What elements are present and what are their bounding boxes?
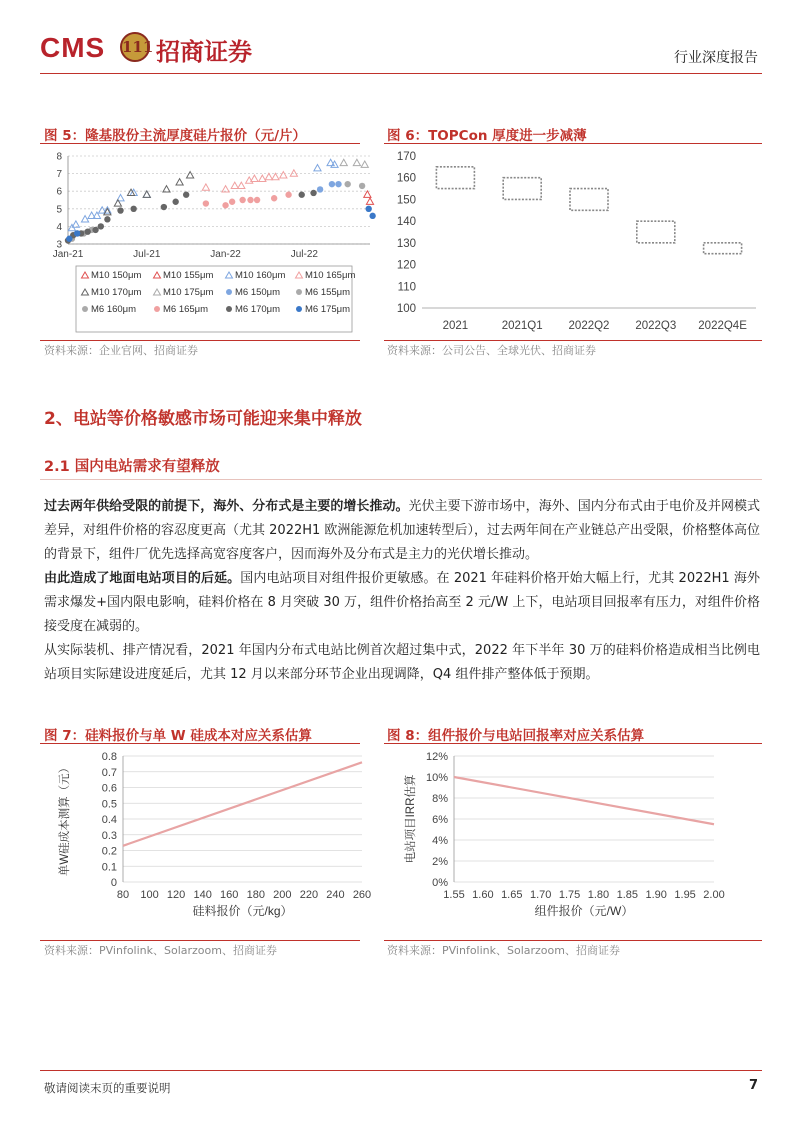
fig8-ytick-label: 4%: [432, 835, 448, 847]
paragraph-1-lead: 过去两年供给受限的前提下，海外、分布式是主要的增长推动。: [44, 499, 409, 514]
fig7-ytick-label: 0.7: [101, 766, 117, 779]
fig7-ytick-label: 0.2: [101, 845, 117, 858]
fig5-ytick-label: 3: [56, 239, 62, 251]
fig8-xlabel: 组件报价（元/W）: [534, 904, 634, 918]
fig5-point-circle: [172, 199, 178, 205]
fig5-point-circle: [299, 192, 305, 198]
fig5-ytick-label: 7: [56, 169, 62, 181]
fig5-point-circle: [74, 230, 80, 236]
paragraph-3-body: 从实际装机、排产情况看，2021 年国内分布式电站比例首次超过集中式，2022 年下半年 30 万的硅料价格造成相当比例电站项目实际建设进度延后，尤其 12 月以来部分环节企业出现调降，Q4 组件排产整体低于预期。: [44, 643, 760, 682]
fig5-legend-marker: [82, 306, 88, 312]
fig5-legend-label: M6 160μm: [91, 304, 137, 315]
fig5-title-line: [40, 143, 360, 144]
fig8-xtick-label: 2.00: [703, 889, 725, 901]
fig5-ytick-label: 5: [56, 204, 62, 216]
fig7-xtick-label: 140: [193, 889, 212, 901]
fig7-xtick-label: 160: [220, 889, 239, 901]
fig7-xtick-label: 80: [116, 889, 130, 901]
header-divider: [40, 73, 762, 74]
fig8-xtick-label: 1.90: [645, 889, 667, 901]
fig5-ytick-label: 4: [56, 221, 62, 233]
paragraph-2-body: 国内电站项目对组件报价更敏感。在 2021 年硅料价格开始大幅上行，尤其 2022H1 海外需求爆发+国内限电影响，硅料价格在 8 月突破 30 万，组件价格抬高至 2 元/W 上下，电站项目回报率有压力，对组件价格接受度在减弱的。: [44, 571, 760, 634]
fig5-point-circle: [239, 197, 245, 203]
fig5-chart: [40, 146, 365, 338]
fig5-xtick-label: Jan-21: [52, 249, 84, 260]
fig7-xtick-label: 220: [299, 889, 319, 901]
fig5-point-triangle: [353, 159, 360, 165]
fig7-ytick-label: 0.4: [101, 814, 117, 826]
fig6-range-box: [503, 178, 541, 200]
fig8-ytick-label: 6%: [432, 814, 448, 826]
fig8-ylabel: 电站项目IRR估算: [405, 774, 417, 864]
fig7-ytick-label: 0.6: [101, 782, 117, 795]
fig6-xtick-label: 2022Q3: [635, 320, 677, 332]
logo-en: CMS: [40, 32, 106, 63]
fig5-source-line: [40, 340, 360, 341]
fig7-title-line: [40, 743, 360, 744]
fig5-point-triangle: [265, 173, 272, 179]
fig5-point-circle: [92, 227, 98, 233]
fig5-point-circle: [130, 206, 136, 212]
fig5-point-circle: [247, 197, 253, 203]
report-type: 行业深度报告: [674, 50, 758, 66]
fig6-ytick-label: 100: [396, 303, 416, 315]
fig6-xtick-label: 2021: [442, 320, 469, 332]
fig7-ylabel: 单W硅成本测算（元）: [59, 761, 71, 877]
fig7-xtick-label: 120: [166, 889, 186, 901]
fig5-legend-marker: [296, 289, 302, 295]
fig6-ytick-label: 110: [397, 281, 416, 294]
fig5-legend-label: M6 170μm: [235, 304, 281, 315]
paragraph-3: [44, 639, 760, 687]
fig5-legend-label: M10 150μm: [91, 270, 142, 281]
fig5-point-circle: [117, 207, 123, 213]
fig5-point-circle: [229, 199, 235, 205]
fig5-point-circle: [98, 223, 104, 229]
fig5-point-triangle: [272, 173, 279, 179]
fig5-point-circle: [344, 181, 350, 187]
fig6-title-line: [384, 143, 762, 144]
fig5-point-triangle: [364, 191, 371, 197]
fig5-legend-label: M10 175μm: [163, 287, 214, 298]
logo-cn: 招商证券: [156, 37, 252, 66]
fig8-ytick-label: 2%: [432, 856, 448, 868]
fig5-xtick-label: Jan-22: [210, 249, 241, 260]
fig6-ytick-label: 130: [396, 237, 416, 250]
fig8-ytick-label: 12%: [425, 751, 448, 763]
fig5-point-circle: [365, 206, 371, 212]
fig8-xtick-label: 1.60: [472, 889, 494, 901]
fig5-point-circle: [285, 192, 291, 198]
paragraph-2-lead: 由此造成了地面电站项目的后延。: [44, 571, 241, 586]
fig5-point-circle: [66, 236, 72, 242]
fig5-point-circle: [335, 181, 341, 187]
fig8-title: 图 8：组件报价与电站回报率对应关系估算: [387, 728, 645, 744]
fig5-point-triangle: [290, 170, 297, 176]
fig5-point-circle: [254, 197, 260, 203]
fig7-xtick-label: 180: [246, 889, 265, 901]
fig8-series-line: [454, 777, 714, 824]
fig5-legend-label: M6 155μm: [305, 287, 351, 298]
fig6-ytick-label: 120: [396, 259, 416, 272]
fig5-legend-label: M10 155μm: [163, 270, 214, 281]
fig5-legend-label: M10 160μm: [235, 270, 286, 281]
fig5-point-circle: [84, 228, 90, 234]
fig5-point-triangle: [143, 191, 150, 197]
fig8-chart: [384, 746, 762, 938]
fig5-legend-label: M6 150μm: [235, 287, 281, 298]
fig5-point-circle: [183, 192, 189, 198]
fig5-point-circle: [203, 200, 209, 206]
company-logo: [40, 30, 280, 68]
fig6-ytick-label: 160: [396, 172, 416, 185]
fig6-chart: [384, 146, 762, 338]
logo-seal-icon: 111: [120, 32, 150, 62]
fig6-range-box: [436, 167, 474, 189]
fig6-xtick-label: 2022Q4E: [698, 320, 747, 332]
fig7-title: 图 7：硅料报价与单 W 硅成本对应关系估算: [44, 728, 312, 744]
fig8-source-line: [384, 940, 762, 941]
fig5-ytick-label: 8: [56, 151, 62, 163]
fig5-legend-marker: [226, 289, 232, 295]
fig7-series-line: [123, 762, 362, 845]
fig5-point-triangle: [259, 175, 266, 181]
fig5-point-circle: [271, 195, 277, 201]
fig5-legend-marker: [154, 306, 160, 312]
fig5-legend-label: M6 165μm: [163, 304, 209, 315]
fig5-point-triangle: [187, 172, 194, 178]
fig5-title: 图 5：隆基股份主流厚度硅片报价（元/片）: [44, 128, 307, 144]
fig5-point-circle: [329, 181, 335, 187]
fig5-xtick-label: Jul-21: [133, 249, 161, 260]
fig7-source-line: [40, 940, 360, 941]
fig8-title-line: [384, 743, 762, 744]
fig5-legend-marker: [296, 306, 302, 312]
fig5-point-triangle: [163, 186, 170, 192]
fig6-ytick-label: 150: [396, 194, 416, 207]
fig5-point-triangle: [340, 159, 347, 165]
fig7-xtick-label: 200: [273, 889, 292, 901]
footer-divider: [40, 1070, 762, 1071]
fig5-point-triangle: [251, 175, 258, 181]
paragraph-2: [44, 567, 760, 639]
fig5-point-circle: [310, 190, 316, 196]
fig7-source: 资料来源：PVinfolink、Solarzoom、招商证券: [44, 944, 277, 957]
fig5-point-triangle: [176, 179, 183, 185]
fig5-point-triangle: [327, 159, 334, 165]
fig6-xtick-label: 2021Q1: [501, 320, 543, 332]
fig5-legend-label: M10 170μm: [91, 287, 142, 298]
fig5-legend-label: M6 175μm: [305, 304, 351, 315]
fig7-ytick-label: 0.3: [101, 829, 117, 842]
fig5-point-triangle: [314, 165, 321, 171]
fig7-ytick-label: 0.8: [101, 751, 117, 763]
fig8-xtick-label: 1.55: [443, 889, 465, 901]
paragraph-1-body: 光伏主要下游市场中，海外、国内分布式由于电价及并网模式差异，对组件价格的容忍度更高（尤其 2022H1 欧洲能源危机加速转型后），过去两年间在产业链总产出受限，价格整体高位的背景下，组件厂优先选择高宽容度客户，因而海外及分布式是主力的光伏增长推动。: [44, 499, 760, 562]
fig5-point-circle: [104, 216, 110, 222]
fig6-range-box: [637, 221, 675, 243]
paragraph-1: [44, 495, 760, 567]
fig5-point-circle: [317, 186, 323, 192]
fig6-title: 图 6：TOPCon 厚度进一步减薄: [387, 128, 587, 144]
fig5-ytick-label: 6: [56, 186, 62, 198]
fig6-range-box: [704, 243, 742, 254]
fig8-xtick-label: 1.80: [587, 889, 610, 901]
section-2-1-divider: [40, 479, 762, 480]
fig6-source-line: [384, 340, 762, 341]
page-number: 7: [748, 1078, 758, 1093]
fig7-xlabel: 硅料报价（元/kg）: [192, 904, 293, 918]
fig8-xtick-label: 1.70: [529, 889, 552, 901]
fig8-source: 资料来源：PVinfolink、Solarzoom、招商证券: [387, 944, 620, 957]
fig8-xtick-label: 1.65: [501, 889, 523, 901]
fig7-ytick-label: 0: [110, 877, 117, 889]
fig5-point-triangle: [361, 161, 368, 167]
fig5-point-triangle: [202, 184, 209, 190]
fig8-xtick-label: 1.85: [616, 889, 639, 901]
fig5-point-triangle: [238, 182, 245, 188]
fig5-point-circle: [161, 204, 167, 210]
fig5-legend-marker: [226, 306, 232, 312]
fig5-point-circle: [359, 183, 365, 189]
footer-note: 敬请阅读末页的重要说明: [44, 1081, 171, 1095]
fig5-point-circle: [369, 213, 375, 219]
fig5-point-triangle: [231, 182, 238, 188]
fig8-ytick-label: 0%: [432, 877, 448, 889]
fig7-chart: [40, 746, 372, 938]
fig5-point-circle: [222, 202, 228, 208]
fig5-point-triangle: [72, 221, 79, 227]
fig5-point-triangle: [366, 198, 373, 204]
fig6-ytick-label: 140: [396, 216, 416, 229]
fig7-ytick-label: 0.5: [101, 798, 117, 811]
fig6-ytick-label: 170: [396, 151, 416, 163]
fig7-xtick-label: 240: [326, 889, 345, 901]
fig8-ytick-label: 8%: [432, 793, 448, 805]
fig5-source: 资料来源：企业官网、招商证券: [44, 344, 198, 357]
section-2-heading: 2、电站等价格敏感市场可能迎来集中释放: [44, 409, 362, 429]
fig5-point-triangle: [280, 172, 287, 178]
fig6-source: 资料来源：公司公告、全球光伏、招商证券: [387, 344, 596, 357]
fig6-range-box: [570, 189, 608, 211]
fig7-xtick-label: 100: [140, 889, 159, 901]
fig8-ytick-label: 10%: [425, 772, 448, 784]
fig5-legend-label: M10 165μm: [305, 270, 356, 281]
fig7-xtick-label: 260: [352, 889, 372, 901]
fig8-xtick-label: 1.75: [558, 889, 581, 901]
fig8-xtick-label: 1.95: [674, 889, 696, 901]
fig6-xtick-label: 2022Q2: [568, 320, 610, 332]
section-2-1-heading: 2.1 国内电站需求有望释放: [44, 459, 220, 475]
fig5-xtick-label: Jul-22: [290, 249, 318, 260]
fig7-ytick-label: 0.1: [101, 861, 117, 874]
